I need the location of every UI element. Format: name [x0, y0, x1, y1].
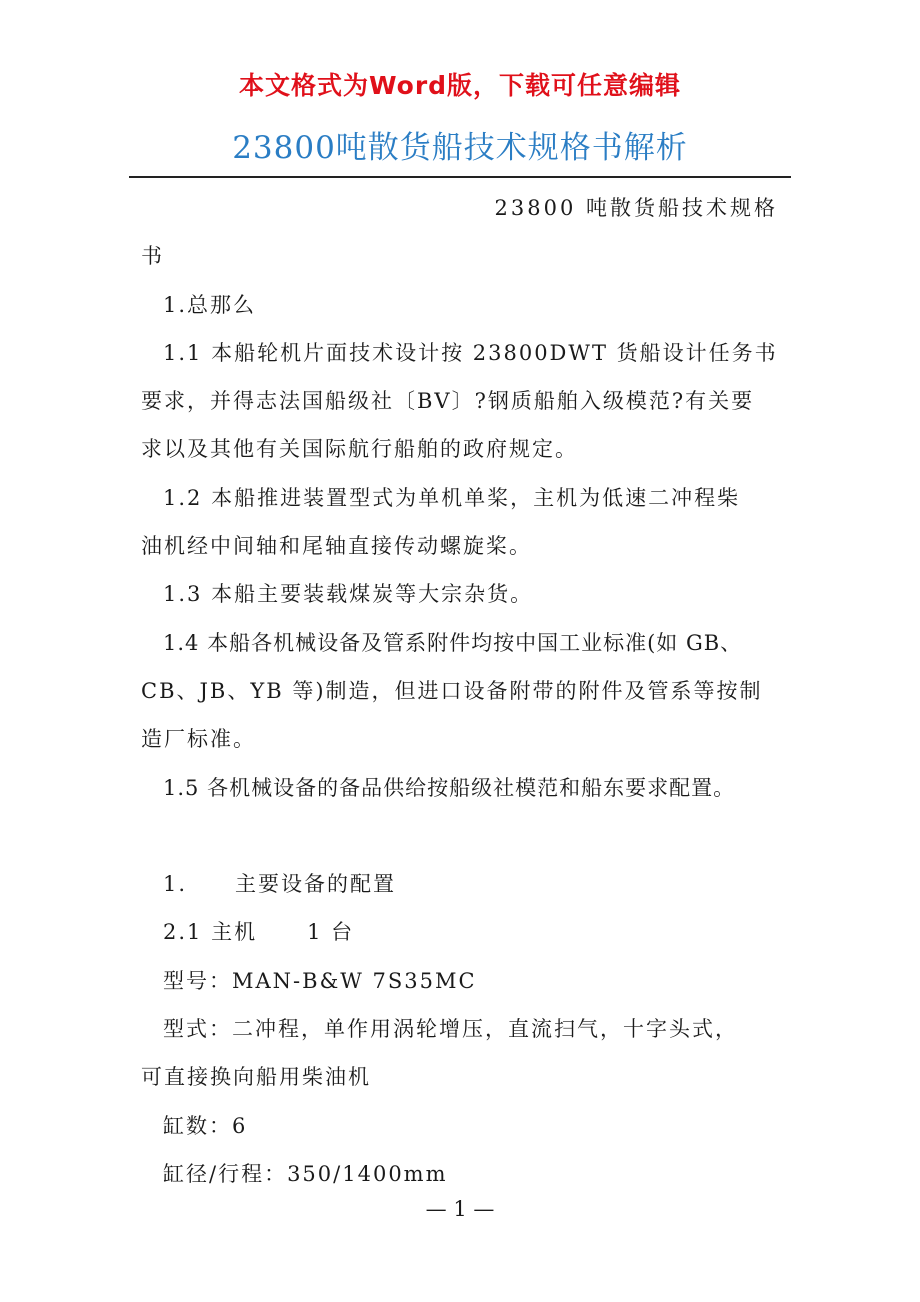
title-divider [129, 176, 791, 178]
section-heading [141, 860, 786, 908]
unit-count: 1 台 [307, 920, 355, 945]
paragraph-line: 1.1 本船轮机片面技术设计按 23800DWT 货船设计任务书 [163, 340, 778, 365]
blank-line [141, 812, 786, 860]
paragraph-line: 要求，并得志法国船级社〔BV〕?钢质船舶入级模范?有关要 [141, 389, 755, 414]
heading-line: 书 [141, 244, 164, 269]
paragraph-line: 造厂标准。 [141, 727, 256, 752]
heading-line: 23800 吨散货船技术规格 [494, 196, 778, 220]
paragraph-line: 求以及其他有关国际航行船舶的政府规定。 [141, 437, 578, 462]
spec-line: 型式：二冲程，单作用涡轮增压，直流扫气，十字头式， [163, 1017, 738, 1042]
spec-line: 型号：MAN-B&W 7S35MC [163, 968, 477, 993]
download-notice: 本文格式为Word版，下载可任意编辑 [238, 71, 682, 100]
section-number: 1. [163, 872, 188, 897]
spec-line: 缸数：6 [163, 1113, 248, 1138]
paragraph-line: CB、JB、YB 等)制造，但进口设备附带的附件及管系等按制 [141, 678, 763, 703]
page-number: — 1 — [425, 1197, 495, 1221]
paragraph-line: 1.4 本船各机械设备及管系附件均按中国工业标准(如 GB、 [163, 630, 743, 655]
paragraph-line: 油机经中间轴和尾轴直接传动螺旋桨。 [141, 534, 532, 559]
section-title: 主要设备的配置 [235, 872, 396, 897]
subsection-heading [141, 908, 786, 956]
paragraph-line: 1.3 本船主要装载煤炭等大宗杂货。 [163, 582, 534, 607]
spec-line: 可直接换向船用柴油机 [141, 1065, 371, 1090]
paragraph-line: 1.5 各机械设备的备品供给按船级社模范和船东要求配置。 [163, 775, 736, 800]
document-title: 23800吨散货船技术规格书解析 [232, 130, 688, 166]
spec-line: 缸径/行程：350/1400mm [163, 1161, 448, 1186]
section-heading: 1.总那么 [163, 292, 257, 317]
paragraph-line: 1.2 本船推进装置型式为单机单桨，主机为低速二冲程柴 [163, 485, 741, 510]
subsection-title: 2.1 主机 [163, 920, 258, 945]
document-body [141, 184, 786, 1198]
